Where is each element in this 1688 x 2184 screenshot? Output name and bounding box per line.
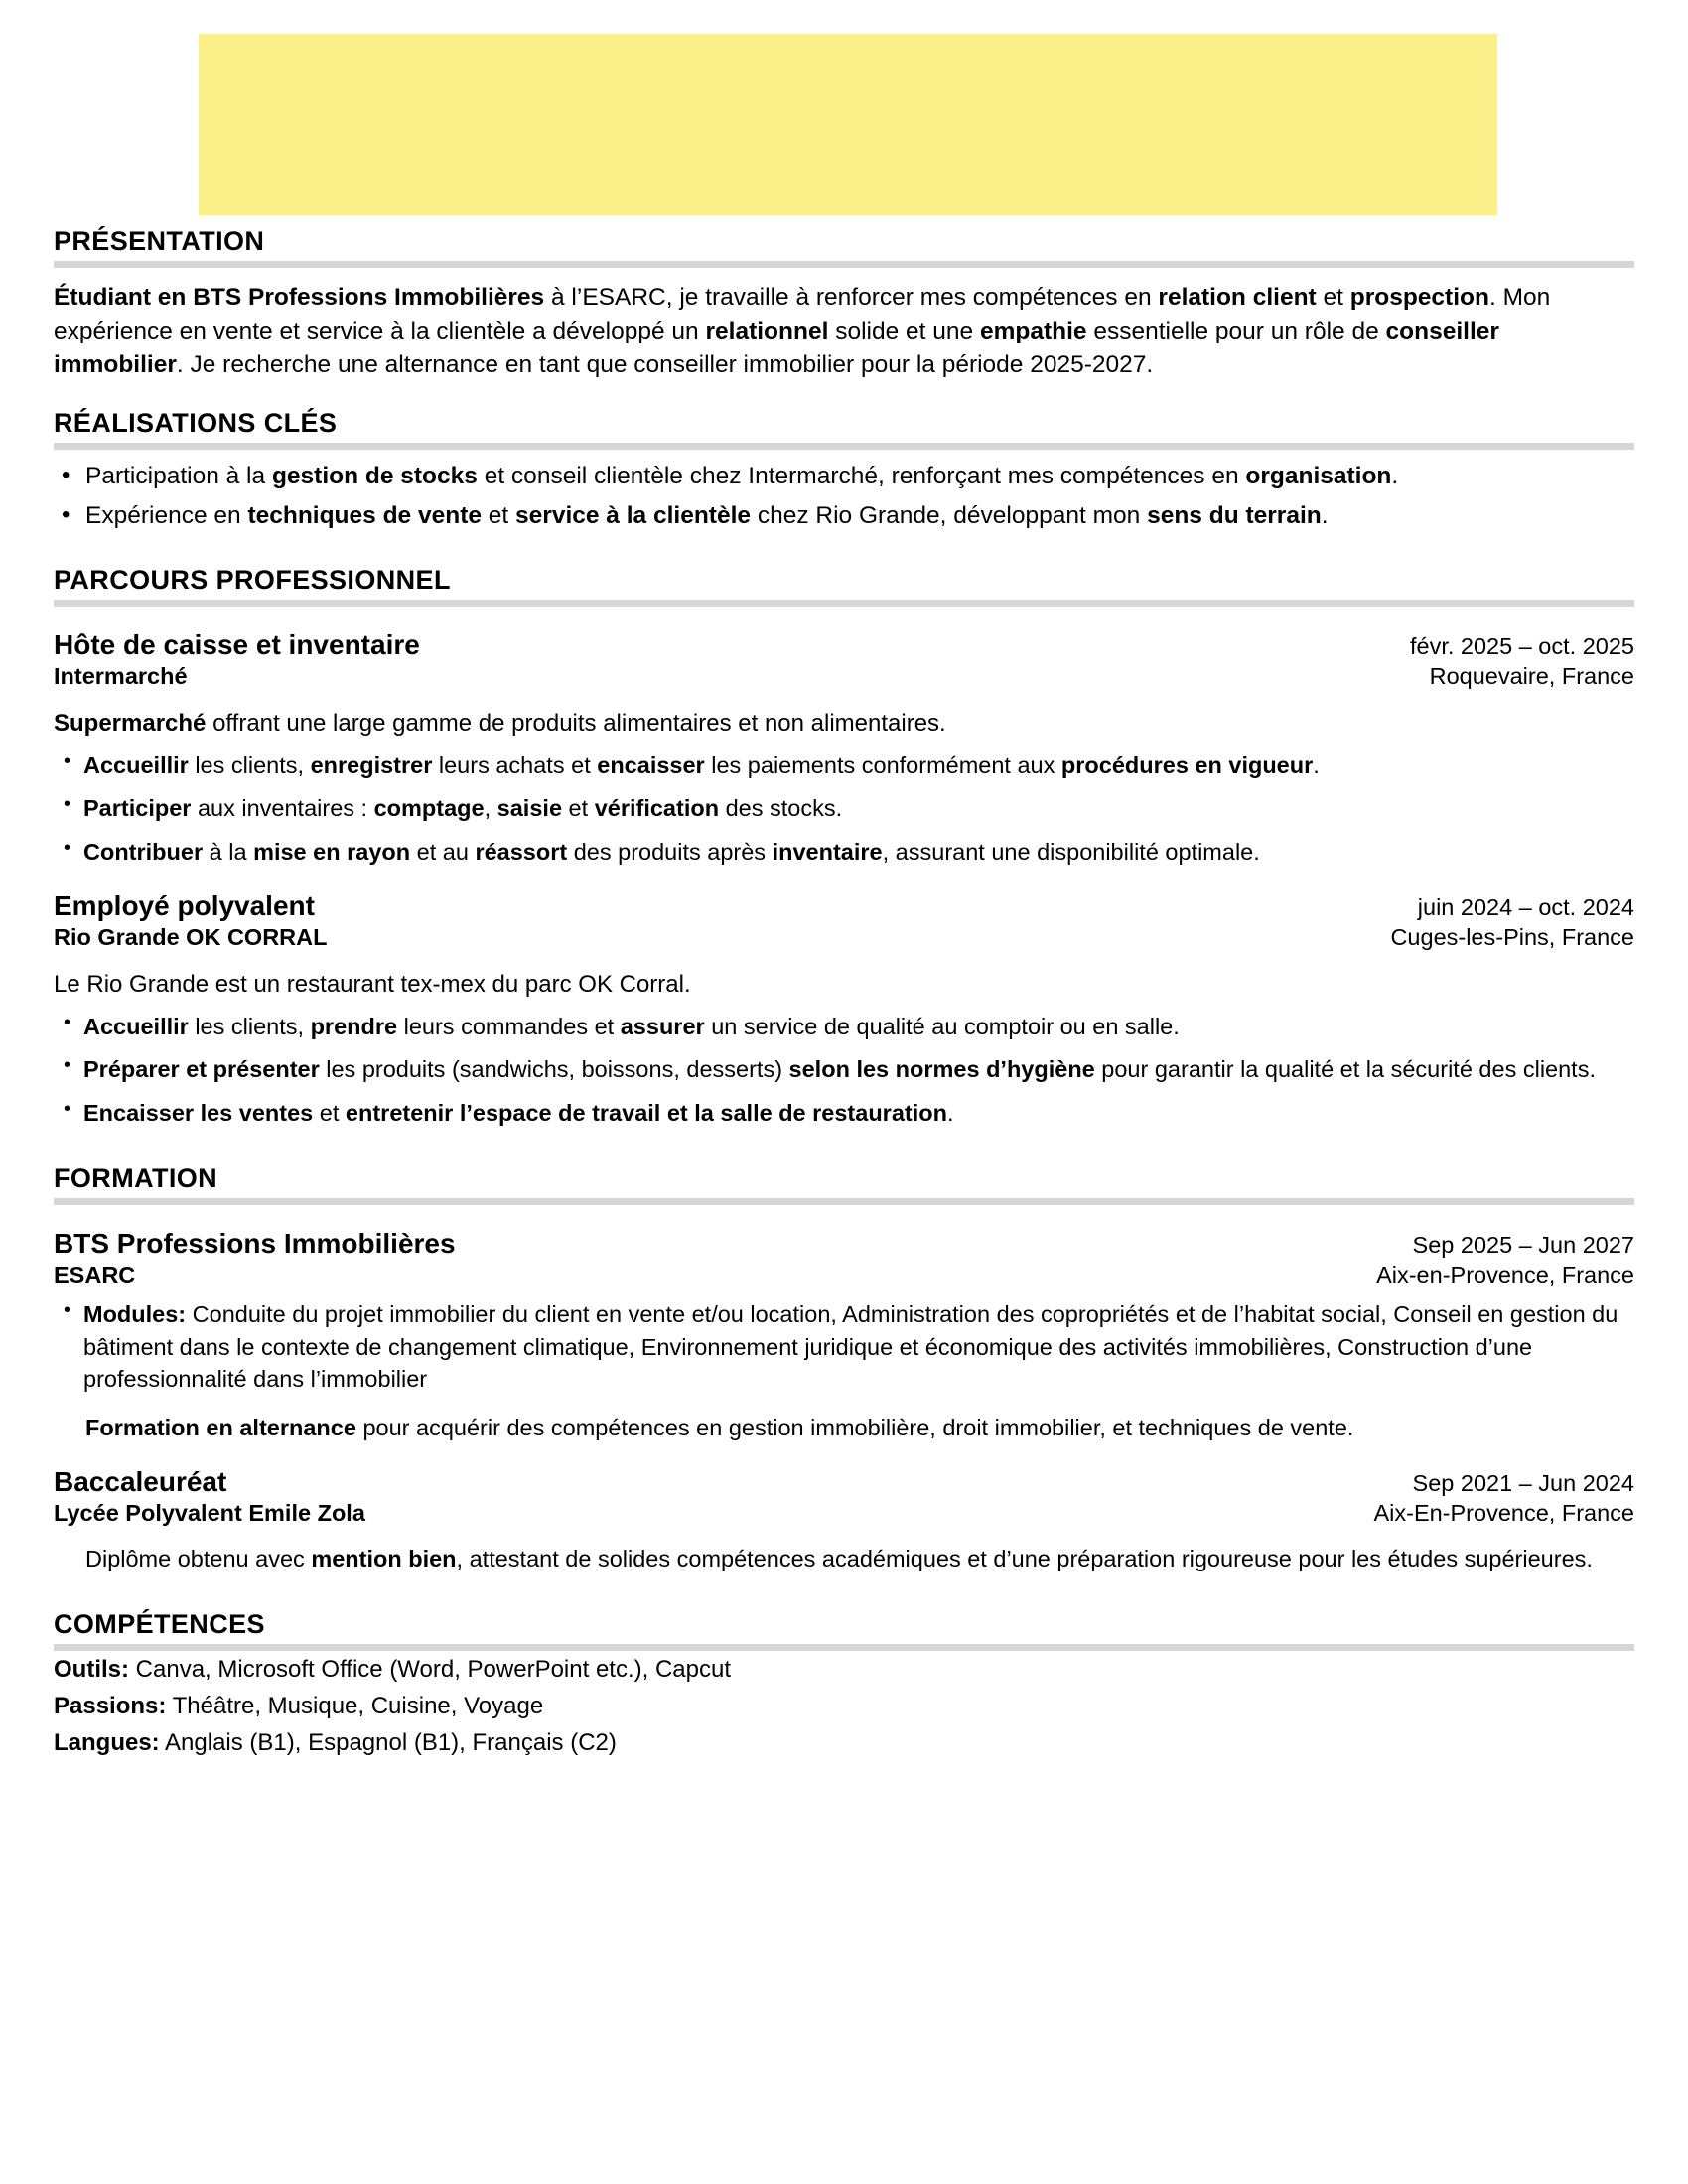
entry-description [54,968,1634,1001]
emphasis-text: Encaisser les ventes [83,1099,314,1126]
body-text: des stocks. [719,795,843,822]
section-divider [54,261,1634,268]
body-text: un service de qualité au comptoir ou en salle. [704,1013,1180,1039]
body-text: pour garantir la qualité et la sécurité des clients. [1094,1056,1596,1083]
emphasis-text: mention bien [311,1546,457,1572]
entry-dates: févr. 2025 – oct. 2025 [1409,633,1634,660]
entry-location: Aix-En-Provence, France [1373,1500,1634,1527]
entry-org-row [54,662,1634,690]
body-text: et [313,1099,346,1126]
entry-extra-paragraph [85,1543,1634,1575]
body-text: Le Rio Grande est un restaurant tex-mex du parc OK Corral. [54,970,691,998]
presentation-paragraph [54,281,1634,382]
entry-location: Roquevaire, France [1429,663,1634,690]
emphasis-text: mise en rayon [253,838,411,865]
emphasis-text: Participer [83,795,192,822]
section-heading-formation: FORMATION [54,1162,218,1193]
entry-organization: Intermarché [54,663,188,690]
spacer [54,382,1634,408]
body-text: à l’ESARC, je travaille à renforcer mes compétences en [544,284,1159,312]
body-text: . Je recherche une alternance en tant que conseiller immobilier pour la période 2025-2027. [176,351,1154,379]
skill-value: Anglais (B1), Espagnol (B1), Français (C2) [159,1728,617,1756]
emphasis-text: Supermarché [54,709,207,737]
body-text: et conseil clientèle chez Intermarché, renforçant mes compétences en [477,463,1246,490]
body-text: les clients, [188,1013,311,1039]
entry-bullet-list [54,1011,1634,1130]
entry-title: Employé polyvalent [54,890,315,922]
body-text: . [946,1099,954,1126]
entry-description [54,707,1634,740]
emphasis-text: enregistrer [310,751,433,778]
section-divider [54,1198,1634,1205]
body-text: Participation à la [85,463,272,490]
entry-title-row [54,1227,1634,1260]
entry-title-row [54,889,1634,922]
emphasis-text: techniques de vente [247,502,482,530]
entry-title: BTS Professions Immobilières [54,1227,456,1259]
entry-dates: Sep 2025 – Jun 2027 [1412,1231,1634,1258]
emphasis-text: réassort [475,838,568,865]
emphasis-text: gestion de stocks [271,463,478,490]
body-text: , attestant de solides compétences académiques et d’une préparation rigoureuse pour les études supérieures. [456,1546,1593,1572]
entry-extra-paragraph [85,1412,1634,1444]
entry-location: Cuges-les-Pins, France [1390,924,1634,951]
entry-title-row [54,1465,1634,1498]
emphasis-text: entretenir l’espace de travail et la salle de restauration [345,1099,947,1126]
skill-value: Théâtre, Musique, Cuisine, Voyage [166,1692,544,1719]
section-heading-presentation: PRÉSENTATION [54,226,265,256]
skill-label: Passions: [54,1692,167,1719]
entry-title: Baccaleuréat [54,1466,227,1498]
body-text: leurs commandes et [397,1013,621,1039]
entry-organization: Rio Grande OK CORRAL [54,924,328,951]
emphasis-text: Accueillir [83,1013,189,1039]
entry-org-row [54,923,1634,951]
emphasis-text: prospection [1349,284,1489,312]
emphasis-text: Contribuer [83,838,204,865]
section-divider [54,443,1634,450]
entry-org-row [54,1499,1634,1527]
realisations-bullet-list [54,460,1634,533]
skill-line [54,1653,1634,1688]
parcours-entries [54,628,1634,1129]
emphasis-text: procédures en vigueur [1060,751,1314,778]
skill-value: Canva, Microsoft Office (Word, PowerPoint etc.), Capcut [129,1656,731,1684]
list-item [54,750,1634,782]
body-text: . [1391,463,1399,490]
formation-entries [54,1227,1634,1575]
body-text: et [481,502,516,530]
emphasis-text: assurer [620,1013,705,1039]
entry-bullet-list [54,750,1634,869]
body-text: et [562,795,595,822]
body-text: essentielle pour un rôle de [1086,318,1386,345]
emphasis-text: Accueillir [83,751,189,778]
body-text: les produits (sandwichs, boissons, desserts) [319,1056,789,1083]
spacer [54,1575,1634,1609]
emphasis-text: comptage [373,795,485,822]
resume-entry [54,889,1634,1129]
entry-title-row [54,628,1634,661]
body-text: à la [203,838,254,865]
body-text: pour acquérir des compétences en gestion immobilière, droit immobilier, et techniques de vente. [355,1414,1354,1440]
emphasis-text: Étudiant en BTS Professions Immobilières [54,284,545,312]
resume-content [54,226,1634,1761]
list-item [54,499,1634,533]
resume-entry [54,628,1634,868]
spacer [54,1130,1634,1163]
skill-label: Outils: [54,1656,129,1684]
section-presentation [54,226,1634,382]
skill-line [54,1726,1634,1761]
body-text: les clients, [188,751,311,778]
section-divider [54,1644,1634,1651]
emphasis-text: relation client [1158,284,1317,312]
section-heading-realisations: RÉALISATIONS CLÉS [54,408,338,438]
list-item [54,1053,1634,1086]
body-text: chez Rio Grande, développant mon [751,502,1148,530]
entry-location: Aix-en-Provence, France [1376,1261,1634,1288]
body-text: , assurant une disponibilité optimale. [882,838,1260,865]
emphasis-text: conseiller immobilier [54,318,1499,379]
body-text: leurs achats et [432,751,598,778]
list-item [54,460,1634,493]
list-item [54,836,1634,869]
emphasis-text: prendre [310,1013,398,1039]
competences-lines [54,1653,1634,1760]
emphasis-text: relationnel [705,318,829,345]
body-text: Conduite du projet immobilier du client en vente et/ou location, Administration des copropriétés et de l’habitat social, Conseil en gestion du bâtiment dans le contexte de changement climatique, Environnement juridique et économique des activités immobilières, Construction d’une professionnalité dans l’immobilier [83,1300,1618,1393]
entry-title: Hôte de caisse et inventaire [54,629,420,661]
list-item [54,1298,1634,1396]
body-text: et [1316,284,1350,312]
section-parcours [54,565,1634,1129]
entry-dates: Sep 2021 – Jun 2024 [1412,1470,1634,1497]
body-text: solide et une [828,318,980,345]
body-text: aux inventaires : [191,795,374,822]
section-heading-parcours: PARCOURS PROFESSIONNEL [54,565,451,596]
section-competences [54,1609,1634,1761]
body-text: les paiements conformément aux [704,751,1061,778]
emphasis-text: encaisser [597,751,705,778]
spacer [54,539,1634,565]
section-realisations [54,408,1634,533]
resume-entry [54,1227,1634,1443]
emphasis-text: organisation [1245,463,1392,490]
list-item [54,792,1634,825]
entry-bullet-list [54,1298,1634,1396]
resume-entry [54,1465,1634,1575]
entry-organization: Lycée Polyvalent Emile Zola [54,1500,365,1527]
section-divider [54,600,1634,607]
body-text: des produits après [567,838,773,865]
body-text: offrant une large gamme de produits alimentaires et non alimentaires. [206,709,946,737]
entry-organization: ESARC [54,1261,136,1288]
body-text: Diplôme obtenu avec [85,1546,312,1572]
skill-label: Langues: [54,1728,160,1756]
list-item [54,1097,1634,1130]
emphasis-text: service à la clientèle [515,502,752,530]
redacted-header-block [199,34,1497,215]
body-text: . Mon expérience en vente et service à la clientèle a développé un [54,284,1551,345]
emphasis-text: inventaire [772,838,883,865]
body-text: et au [410,838,476,865]
entry-org-row [54,1261,1634,1289]
emphasis-text: Modules: [83,1300,187,1327]
emphasis-text: sens du terrain [1147,502,1322,530]
body-text: . [1313,751,1320,778]
emphasis-text: saisie [496,795,563,822]
body-text: Expérience en [85,502,248,530]
entry-dates: juin 2024 – oct. 2024 [1417,894,1634,921]
emphasis-text: vérification [594,795,720,822]
body-text: . [1321,502,1329,530]
section-heading-competences: COMPÉTENCES [54,1608,265,1639]
emphasis-text: selon les normes d’hygiène [788,1056,1095,1083]
emphasis-text: empathie [979,318,1087,345]
list-item [54,1011,1634,1043]
body-text: , [484,795,497,822]
skill-line [54,1690,1634,1724]
emphasis-text: Préparer et présenter [83,1056,320,1083]
section-formation [54,1163,1634,1575]
emphasis-text: Formation en alternance [85,1414,356,1440]
